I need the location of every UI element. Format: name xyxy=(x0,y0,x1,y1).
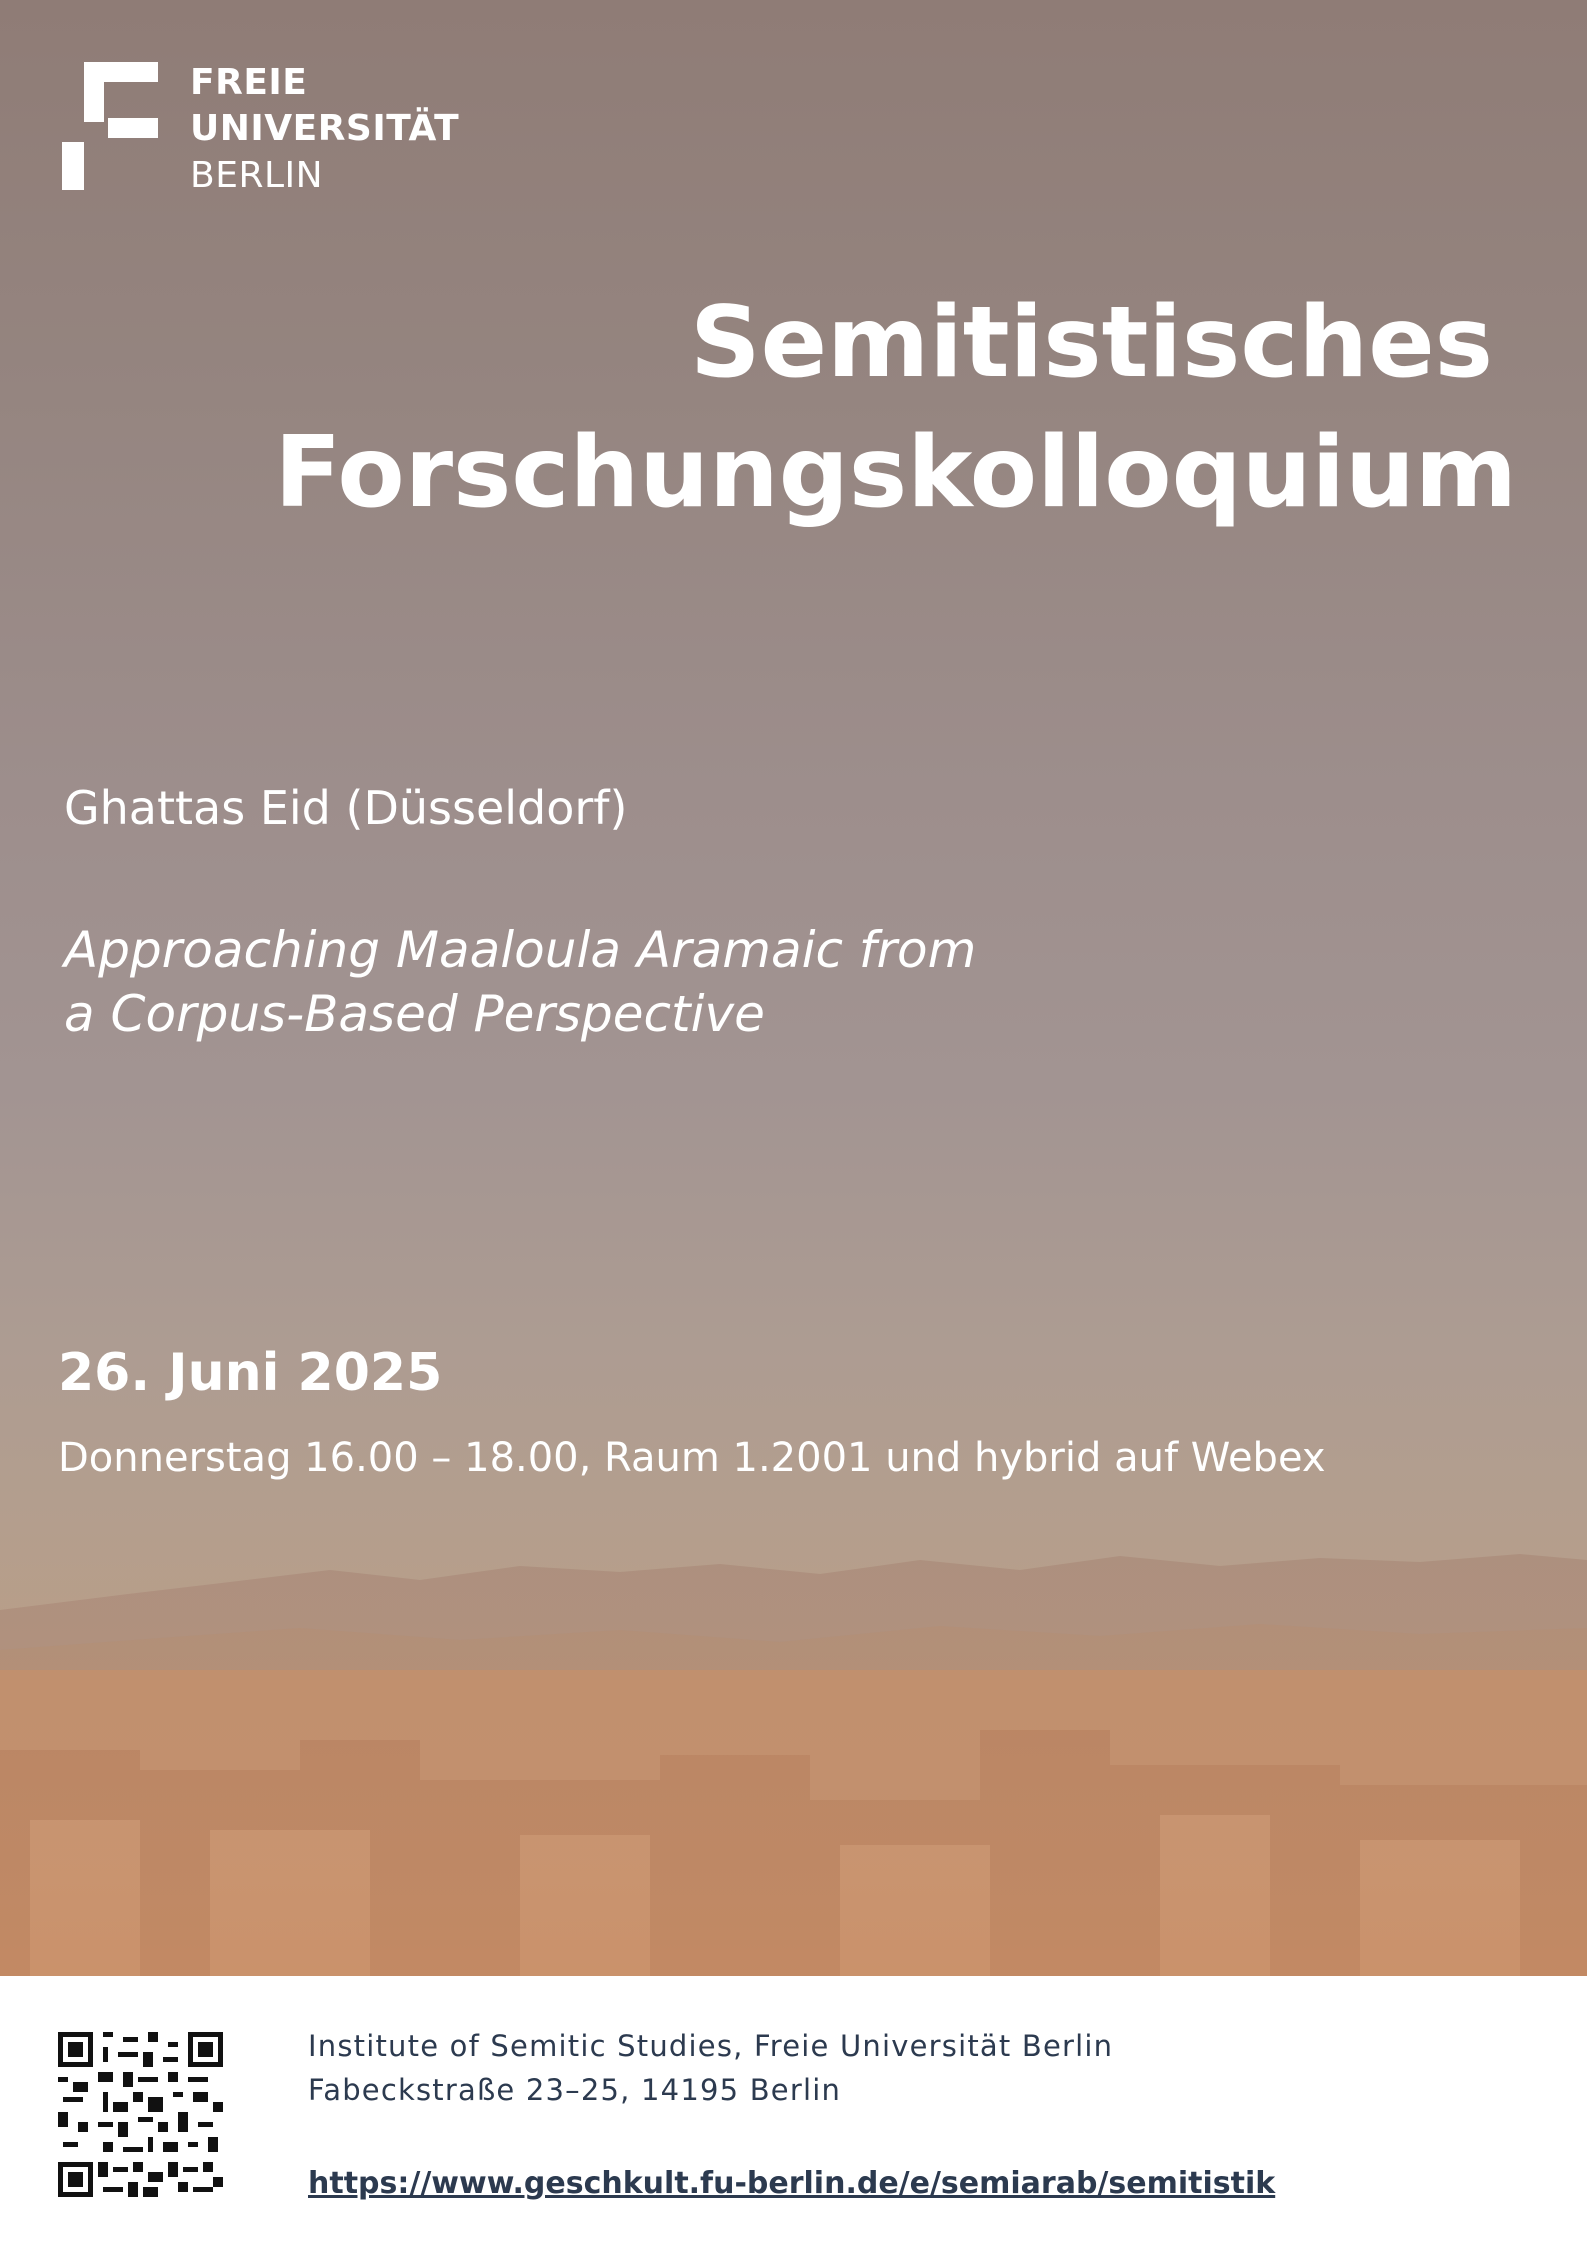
city-landscape-image xyxy=(0,1500,1587,1976)
talk-title-line-2: a Corpus-Based Perspective xyxy=(64,985,765,1043)
logo-wordmark xyxy=(190,60,459,200)
website-link[interactable]: https://www.geschkult.fu-berlin.de/e/semiarab/semitistik xyxy=(308,2166,1276,2201)
talk-title xyxy=(64,918,1164,1046)
logo-line-berlin: BERLIN xyxy=(190,155,324,196)
talk-title-line-1: Approaching Maaloula Aramaic from xyxy=(64,921,977,979)
logo-line-freie: FREIE xyxy=(190,62,308,103)
title-line-1: Semitistisches xyxy=(690,286,1493,400)
logo-line-universitaet: UNIVERSITÄT xyxy=(190,108,460,149)
speaker-name: Ghattas Eid (Düsseldorf) xyxy=(64,781,628,835)
event-date: 26. Juni 2025 xyxy=(58,1343,443,1403)
haze-overlay xyxy=(0,1500,1587,1976)
poster-title xyxy=(217,278,1517,538)
university-logo xyxy=(62,60,482,200)
address-street: Fabeckstraße 23–25, 14195 Berlin xyxy=(308,2073,842,2107)
footer xyxy=(0,1976,1587,2245)
title-line-2: Forschungskolloquium xyxy=(274,416,1517,530)
address-institute: Institute of Semitic Studies, Freie Universität Berlin xyxy=(308,2029,1114,2063)
qr-code-icon[interactable] xyxy=(58,2032,223,2197)
fu-berlin-logo-mark-icon xyxy=(62,60,158,190)
event-details: Donnerstag 16.00 – 18.00, Raum 1.2001 und hybrid auf Webex xyxy=(58,1435,1326,1481)
